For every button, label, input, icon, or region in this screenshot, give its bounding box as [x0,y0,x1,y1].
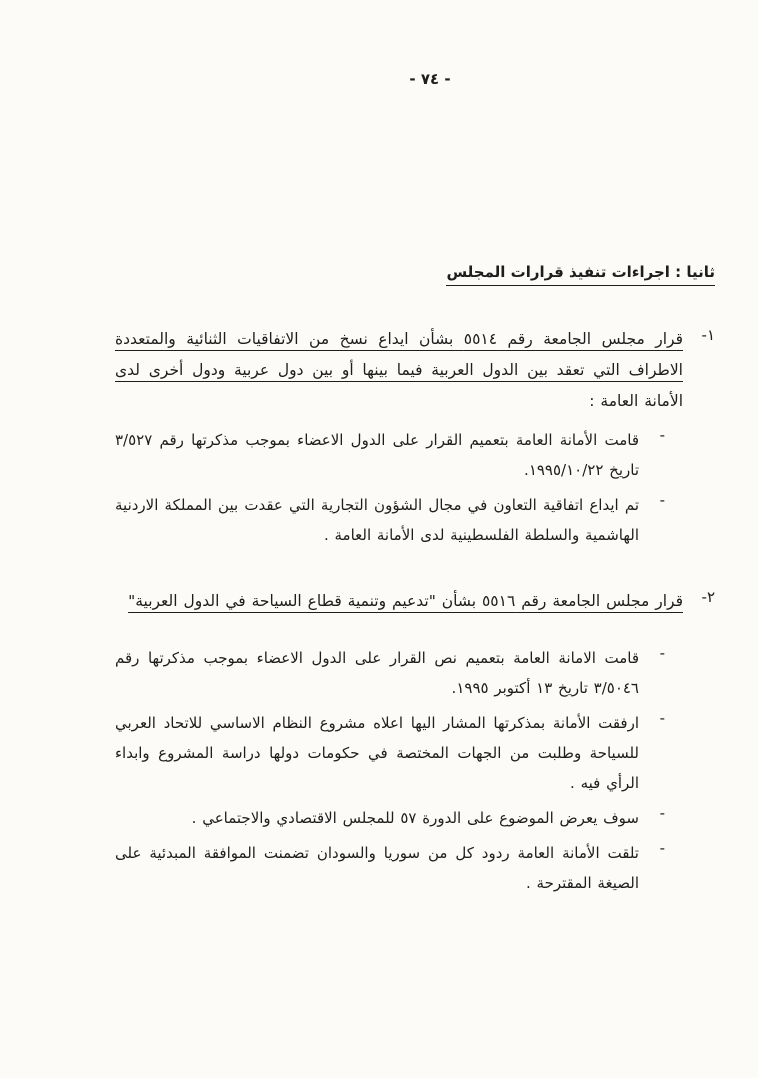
document-body [115,324,715,898]
bullet-item [115,425,683,485]
bullet-text: تلقت الأمانة العامة ردود كل من سوريا والسودان تضمنت الموافقة المبدئية على الصيغة المقترحة . [115,844,639,892]
bullet-item [115,803,683,833]
bullet-list [115,643,683,898]
bullet-dash: - [659,839,665,857]
bullet-dash: - [659,491,665,509]
bullet-item [115,708,683,798]
bullet-text: تم ايداع اتفاقية التعاون في مجال الشؤون التجارية التي عقدت بين المملكة الاردنية الهاشمية والسلطة الفلسطينية لدى الأمانة العامة . [115,496,639,544]
bullet-text: ارفقت الأمانة بمذكرتها المشار اليها اعلاه مشروع النظام الاساسي للاتحاد العربي للسياحة وطلبت من الجهات المختصة في حكومات دولها دراسة المشروع وابداء الرأي فيه . [115,714,639,792]
item-title-tail: الأمانة العامة : [589,392,683,410]
section-heading: ثانيا : اجراءات تنفيذ قرارات المجلس [446,263,715,286]
bullet-text: قامت الامانة العامة بتعميم نص القرار على الدول الاعضاء بموجب مذكرتها رقم ٣/٥٠٤٦ تاريخ ١٣ أكتوبر ١٩٩٥. [115,649,639,697]
bullet-dash: - [659,644,665,662]
bullet-list [115,425,683,550]
item-body [115,324,683,550]
bullet-dash: - [659,426,665,444]
bullet-dash: - [659,709,665,727]
item-number: ٢- [701,588,715,606]
bullet-text: قامت الأمانة العامة بتعميم القرار على الدول الاعضاء بموجب مذكرتها رقم ٣/٥٢٧ تاريخ ١٩٩٥/١٠/٢٢. [115,431,639,479]
item-title [115,324,683,417]
item-title-underlined: قرار مجلس الجامعة رقم ٥٥١٦ بشأن "تدعيم وتنمية قطاع السياحة في الدول العربية" [128,592,683,610]
page-number: - ٧٤ - [409,70,451,88]
bullet-dash: - [659,804,665,822]
bullet-item [115,490,683,550]
item-body [115,586,683,898]
bullet-item [115,838,683,898]
bullet-text: سوف يعرض الموضوع على الدورة ٥٧ للمجلس الاقتصادي والاجتماعي . [191,809,639,827]
decision-item-1 [115,324,715,550]
decision-item-2 [115,586,715,898]
item-title [115,586,683,617]
item-title-underlined: قرار مجلس الجامعة رقم ٥٥١٤ بشأن ايداع نسخ من الاتفاقيات الثنائية والمتعددة الاطراف التي تعقد بين الدول العربية فيما بينها أو بين دول عربية ودول أخرى لدى [115,330,683,379]
item-number: ١- [701,326,715,344]
bullet-item [115,643,683,703]
